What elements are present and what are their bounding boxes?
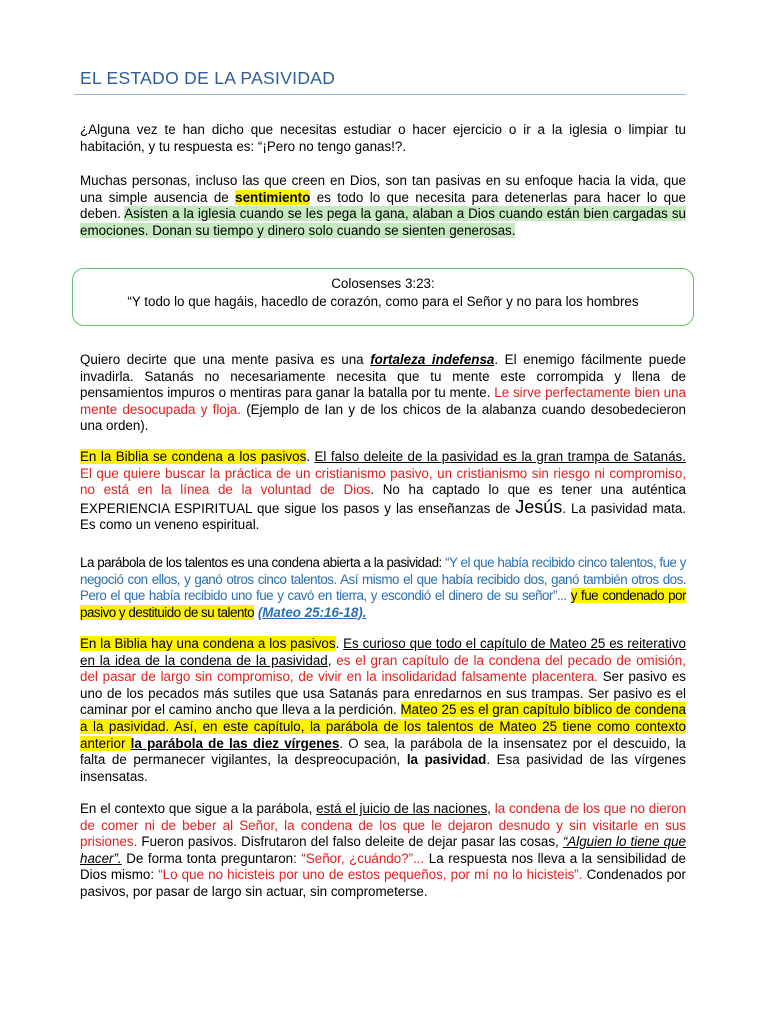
p4-sep: . xyxy=(306,449,315,464)
p7-red-text: la condena de los que no dieron de comer ni de beber al Señor, la condena de los que le dejaron desnudo y sin visitarle en sus prisiones. xyxy=(80,801,686,850)
p6-highlight-2: Mateo 25 es el gran capítulo bíblico de condena a la pasividad. Así, en este capítulo, la parábola de los talentos de Mateo 25 tiene como contexto anterior xyxy=(80,702,686,751)
p7-red-quote: “Lo que no hicisteis por uno de estos pequeños, por mí no lo hicisteis”. xyxy=(158,867,583,883)
p5-highlight: y fue condenado por pasivo y destituido de su talento xyxy=(80,588,686,620)
p7-senor-cuando: “Señor, ¿cuándo?”... xyxy=(301,850,425,866)
paragraph-2 xyxy=(80,173,686,239)
p2-text: Muchas personas, incluso las que creen en Dios, son tan pasivas en su enfoque hacia la vida, que una simple ausencia de xyxy=(80,173,686,205)
p7-text: En el contexto que sigue a la parábola, xyxy=(80,801,317,816)
p3-text-2: . El enemigo fácilmente puede invadirla. Satanás no necesariamente necesita que tu mente este corrompida y llena de pensamientos impuros o mentiras para ganar la batalla por tu mente. xyxy=(80,352,686,401)
p6-text: Ser pasivo es uno de los pecados más sutiles que usa Satanás para enredarnos en sus trampas. Ser pasivo es el caminar por el camino ancho que lleva a la perdición. xyxy=(80,669,686,718)
p6-underlined: Es curioso que todo el capítulo de Mateo 25 es reiterativo en la idea de la condena de la pasividad xyxy=(80,636,686,668)
p7-text-2: Fueron pasivos. Disfrutaron del falso deleite de dejar pasar las cosas, xyxy=(137,834,563,850)
p5-text: La parábola de los talentos es una condena abierta a la pasividad: xyxy=(80,555,446,570)
title-divider xyxy=(74,94,686,95)
paragraph-5 xyxy=(80,555,686,621)
paragraph-6 xyxy=(80,636,686,785)
paragraph-3 xyxy=(80,352,686,435)
p7-sep: , xyxy=(487,801,495,816)
p7-text-3: De forma tonta preguntaron: xyxy=(121,850,302,866)
bible-quote-box xyxy=(72,268,694,326)
p3-text-3: (Ejemplo de Ian y de los chicos de la alabanza cuando desobedecieron una orden). xyxy=(80,401,686,434)
quote-text: “Y todo lo que hagáis, hacedlo de corazón, como para el Señor y no para los hombres xyxy=(127,294,639,309)
p6-pasividad: la pasividad xyxy=(406,752,487,768)
document-title: EL ESTADO DE LA PASIVIDAD xyxy=(80,68,336,88)
p6-diez-virgenes: la parábola de las diez vírgenes xyxy=(130,735,340,751)
p6-highlight: En la Biblia hay una condena a los pasivos xyxy=(80,636,336,651)
p6-text-3: . Esa pasividad de las vírgenes insensatas. xyxy=(80,752,686,784)
p7-text-5: Condenados por pasivos, por pasar de largo sin actuar, sin comprometerse. xyxy=(80,867,686,899)
quote-reference: Colosenses 3:23: xyxy=(331,276,435,291)
p4-text: . No ha captado lo que es tener una auténtica EXPERIENCIA ESPIRITUAL que sigue los pasos y las enseñanzas de xyxy=(80,482,686,516)
p2-highlight-sentimiento: sentimiento xyxy=(235,189,311,205)
p6-sep-2: , xyxy=(327,652,337,668)
p6-text-2: . O sea, la parábola de la insensatez por el descuido, la falta de permanecer vigilantes, la despreocupación, xyxy=(80,735,687,768)
p5-reference-link[interactable]: (Mateo 25:16-18). xyxy=(257,604,367,620)
p2-text-2: es todo lo que necesita para detenerlas para hacer lo que deben. xyxy=(80,189,686,222)
p7-alguien: “Alguien lo tiene que hacer”. xyxy=(80,834,686,866)
p5-quote: “Y el que había recibido cinco talentos, fue y negoció con ellos, y ganó otros cinco talentos. Así mismo el que había recibido dos, ganó también otros dos. Pero el que había recibido uno fue y cavó en tierra, y escondió el dinero de su señor”... xyxy=(80,555,686,604)
paragraph-7 xyxy=(80,801,686,901)
p7-text-4: La respuesta nos lleva a la sensibilidad de Dios mismo: xyxy=(80,850,686,883)
paragraph-4 xyxy=(80,449,686,534)
p7-underlined: está el juicio de las naciones xyxy=(316,801,488,816)
p4-red-text: El que quiere buscar la práctica de un cristianismo pasivo, un cristianismo sin riesgo ni compromiso, no está en la línea de la voluntad de Dios xyxy=(80,465,686,498)
p4-highlight: En la Biblia se condena a los pasivos xyxy=(80,449,307,464)
p6-sep: . xyxy=(335,636,344,651)
p4-jesus: Jesús xyxy=(515,496,563,517)
p4-text-2: . La pasividad mata. Es como un veneno espiritual. xyxy=(80,500,686,533)
p2-highlight-green: Asisten a la iglesia cuando se les pega la gana, alaban a Dios cuando están bien cargadas su emociones. Donan su tiempo y dinero solo cuando se sienten generosas. xyxy=(80,206,686,238)
p3-red-text: Le sirve perfectamente bien una mente desocupada y floja. xyxy=(80,385,686,417)
paragraph-1: ¿Alguna vez te han dicho que necesitas estudiar o hacer ejercicio o ir a la iglesia o limpiar tu habitación, y tu respuesta es: “¡Pero no tengo ganas!?. xyxy=(80,122,686,154)
p3-fortaleza-indefensa: fortaleza indefensa xyxy=(370,352,495,367)
p6-red-text: es el gran capítulo de la condena del pecado de omisión, del pasar de largo sin compromiso, de vivir en la insolidaridad falsamente placentera. xyxy=(80,652,686,685)
p4-underlined: El falso deleite de la pasividad es la gran trampa de Satanás. xyxy=(314,449,686,464)
p3-text: Quiero decirte que una mente pasiva es una xyxy=(80,352,371,367)
